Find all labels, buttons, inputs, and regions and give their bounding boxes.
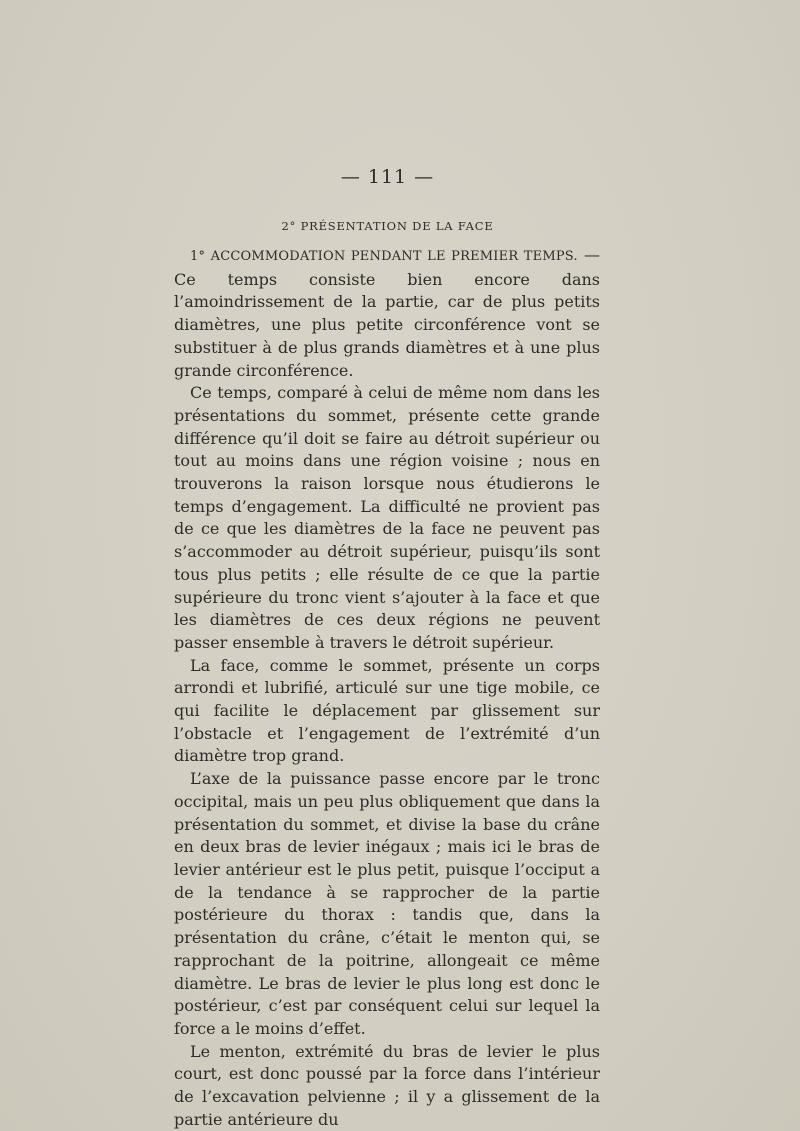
paragraph-heading: 1° ACCOMMODATION PENDANT LE PREMIER TEMPS. — [190, 249, 578, 264]
section-title: 2° PRÉSENTATION DE LA FACE — [281, 219, 494, 233]
paragraph-5: Le menton, extrémité du bras de levier le plus court, est donc poussé par la force dans l’intérieur de l’excavation pelvienne ; il y a glissement de la partie antérieure du — [174, 1041, 600, 1129]
page-number: — 111 — — [340, 166, 435, 188]
paragraph-2: Ce temps, comparé à celui de même nom dans les présentations du sommet, présente cette grande différence qu’il doit se faire au détroit supérieur ou tout au moins dans une région voisine ; nous en trouverons la raison lorsque nous étudierons le temps d’engagement. La difficulté ne provient pas de ce que les diamètres de la face ne peuvent pas s’accommoder au détroit supérieur, puisqu’ils sont tous plus petits ; elle résulte de ce que la partie supérieure du tronc vient s’ajouter à la face et que les diamètres de ces deux régions ne peuvent passer ensemble à travers le détroit supérieur. — [174, 383, 600, 652]
paragraph-4: L’axe de la puissance passe encore par le tronc occipital, mais un peu plus obliquement que dans la présentation du sommet, et divise la base du crâne en deux bras de levier inégaux ; mais ici le bras de levier antérieur est le plus petit, puisque l’occiput a de la tendance à se rapprocher de la partie postérieure du thorax : tandis que, dans la présentation du crâne, c’était le menton qui, se rapprochant de la poitrine, allongeait ce même diamètre. Le bras de levier le plus long est donc le postérieur, c’est par conséquent celui sur lequel la force a le moins d’effet. — [174, 769, 600, 1038]
paragraph-1-text: — Ce temps consiste bien encore dans l’amoindrissement de la partie, car de plus petits diamètres, une plus petite circonférence vont se substituer à de plus grands diamètres et à une plus grande circonférence. — [174, 245, 600, 380]
body-text — [174, 244, 600, 1131]
paragraph-3: La face, comme le sommet, présente un corps arrondi et lubrifié, articulé sur une tige mobile, ce qui facilite le déplacement par glissement sur l’obstacle et l’engagement de l’extrémité d’un diamètre trop grand. — [174, 655, 600, 766]
paragraph-1 — [174, 244, 600, 382]
